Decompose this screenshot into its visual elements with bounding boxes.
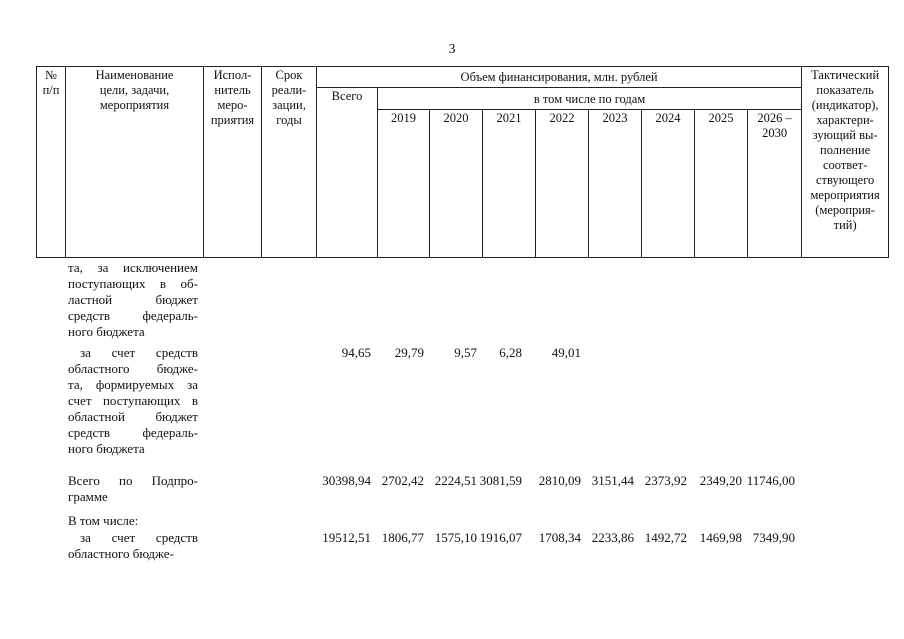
- year-2020: 2020: [430, 110, 483, 258]
- row-name-line: ного бюджета: [68, 324, 145, 339]
- value-year: 9,57: [454, 345, 477, 360]
- row-name-line: та, за исключением: [68, 260, 198, 275]
- value-year: 2702,42: [381, 473, 424, 488]
- value-total: 19512,51: [322, 530, 371, 545]
- col-funding-header: Объем финансирования, млн. рублей: [317, 67, 802, 88]
- page-number: 3: [448, 42, 456, 57]
- value-year: 11746,00: [746, 473, 795, 488]
- year-2026-2030: 2026 – 2030: [748, 110, 802, 258]
- col-number-header: № п/п: [37, 67, 66, 258]
- row-name: [68, 260, 198, 340]
- row-name-line: областного бюдже-: [68, 546, 174, 561]
- year-2025: 2025: [695, 110, 748, 258]
- value-year: 1492,72: [644, 530, 687, 545]
- value-year: 3151,44: [591, 473, 634, 488]
- row-name-line: ластной бюджет: [68, 292, 198, 307]
- row-name-line: за счет средств: [80, 345, 198, 360]
- row-name-line: областной бюджет: [68, 409, 198, 424]
- year-2019: 2019: [378, 110, 430, 258]
- col-executor-header: Испол- нитель меро- приятия: [204, 67, 262, 258]
- value-year: 2349,20: [699, 473, 742, 488]
- row-name-line: Всего по Подпро-: [68, 473, 198, 488]
- col-by-years-header: в том числе по годам: [378, 88, 802, 110]
- value-year: 2373,92: [644, 473, 687, 488]
- col-name-header: Наименование цели, задачи, мероприятия: [66, 67, 204, 258]
- value-year: 49,01: [551, 345, 581, 360]
- table-header: [36, 66, 889, 258]
- value-year: 7349,90: [752, 530, 795, 545]
- col-total-header: Всего: [317, 88, 378, 258]
- value-year: 1575,10: [434, 530, 477, 545]
- value-total: 30398,94: [322, 473, 371, 488]
- row-name-line: за счет средств: [80, 530, 198, 545]
- row-name: [68, 345, 198, 457]
- value-year: 1708,34: [538, 530, 581, 545]
- row-name-line: счет поступающих в: [68, 393, 198, 408]
- year-2023: 2023: [589, 110, 642, 258]
- value-total: 94,65: [341, 345, 371, 360]
- row-name-line: В том числе:: [68, 513, 139, 528]
- col-term-header: Срок реали- зации, годы: [262, 67, 317, 258]
- row-name-line: грамме: [68, 489, 108, 504]
- row-name: [68, 530, 198, 562]
- row-name-line: средств федераль-: [68, 425, 198, 440]
- value-year: 3081,59: [479, 473, 522, 488]
- year-2024: 2024: [642, 110, 695, 258]
- value-year: 2233,86: [591, 530, 634, 545]
- col-indicator-header: Тактический показатель (индикатор), характери- зующий вы- полнение соответ- ствующего мероприятия (мероприя- тий): [802, 67, 889, 258]
- value-year: 1806,77: [381, 530, 424, 545]
- row-name-line: областного бюдже-: [68, 361, 198, 376]
- year-2022: 2022: [536, 110, 589, 258]
- row-name-line: ного бюджета: [68, 441, 145, 456]
- value-year: 1469,98: [699, 530, 742, 545]
- row-name-line: средств федераль-: [68, 308, 198, 323]
- row-name-line: поступающих в об-: [68, 276, 198, 291]
- row-name: [68, 513, 198, 529]
- value-year: 6,28: [499, 345, 522, 360]
- row-name: [68, 473, 198, 505]
- row-name-line: та, формируемых за: [68, 377, 198, 392]
- year-2021: 2021: [483, 110, 536, 258]
- value-year: 1916,07: [479, 530, 522, 545]
- value-year: 29,79: [394, 345, 424, 360]
- value-year: 2810,09: [538, 473, 581, 488]
- value-year: 2224,51: [434, 473, 477, 488]
